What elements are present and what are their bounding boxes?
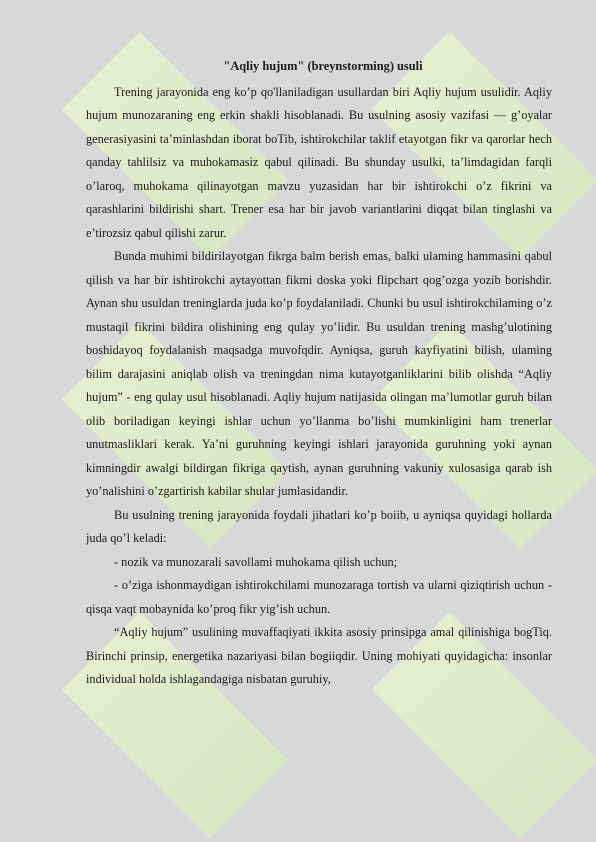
document-body [86, 55, 552, 692]
paragraph: “Aqliy hujum” usulining muvaffaqiyati ikkita asosiy prinsipga amal qilinishiga bogTiq. Birinchi prinsip, energetika nazariyasi bilan bogiiqdir. Uning mohiyati quyidagicha: insonlar individual holda ishlagandagiga nisbatan guruhiy, [86, 625, 552, 686]
paragraph: Trening jarayonida eng ko’p qo'llaniladigan usullardan biri Aqliy hujum usulidir. Aqliy hujum munozaraning eng erkin shakli hisoblanadi. Bu usulning asosiy vazifasi — g’oyalar generasiyasini ta’minlashdan iborat boTib, ishtirokchilar taklif etayotgan fikr va qarorlar hech qanday tahlilsiz va muhokamasiz qabul qilinadi. Bu shunday usulki, ta’limdagidan farqli o’laroq, muhokama qilinayotgan mavzu yuzasidan har bir ishtirokchi o’z fikrini va qarashlarini bildirishi shart. Trener esa har bir javob variantlarini diqqat bilan tinglashi va e’tirozsiz qabul qilishi zarur. [86, 84, 552, 240]
list-item: - o’ziga ishonmaydigan ishtirokchilami munozaraga tortish va ularni qiziqtirish uchun - qisqa vaqt mobaynida ko’proq fikr yig’ish uchun. [86, 578, 552, 616]
paragraph: Bu usulning trening jarayonida foydali jihatlari ko’p boiib, u ayniqsa quyidagi hollarda juda qo’l keladi: [86, 507, 552, 545]
document-title: "Aqliy hujum" (breynstorming) usuli [223, 59, 423, 73]
paragraph: Bunda muhimi bildirilayotgan fikrga balm berish emas, balki ulaming hammasini qabul qilish va har bir ishtirokchi aytayottan fikmi doska yoki flipchart qog’ozga yozib borishdir. Aynan shu usuldan treninglarda juda ko’p foydalaniladi. Chunki bu usul ishtirokchilaming o’z mustaqil fikrini bildira olishining eng qulay yo’lidir. Bu usuldan trening mashg’ulotining boshidayoq foydalanish maqsadga muvofqdir. Ayniqsa, guruh kayfiyatini bilish, ulaming bilim darajasini aniqlab olish va treningdan nima kutayotganliklarini bilib olishda “Aqliy hujum” - eng qulay usul hisoblanadi. Aqliy hujum natijasida olingan ma’lumotlar guruh bilan olib boriladigan keyingi ishlar uchun yo’llanma bo’lishi mumkinligini ham trenerlar unutmasliklari kerak. Ya’ni guruhning keyingi ishlari jarayonida guruhning yoki aynan kimningdir awalgi bildirgan fikriga qaytish, aynan guruhning vakuniy xulosasiga qarab ish yo’nalishini o’zgartirish kabilar shular jumlasidandir. [86, 249, 552, 498]
list-item: - nozik va munozarali savollami muhokama qilish uchun; [114, 554, 398, 569]
